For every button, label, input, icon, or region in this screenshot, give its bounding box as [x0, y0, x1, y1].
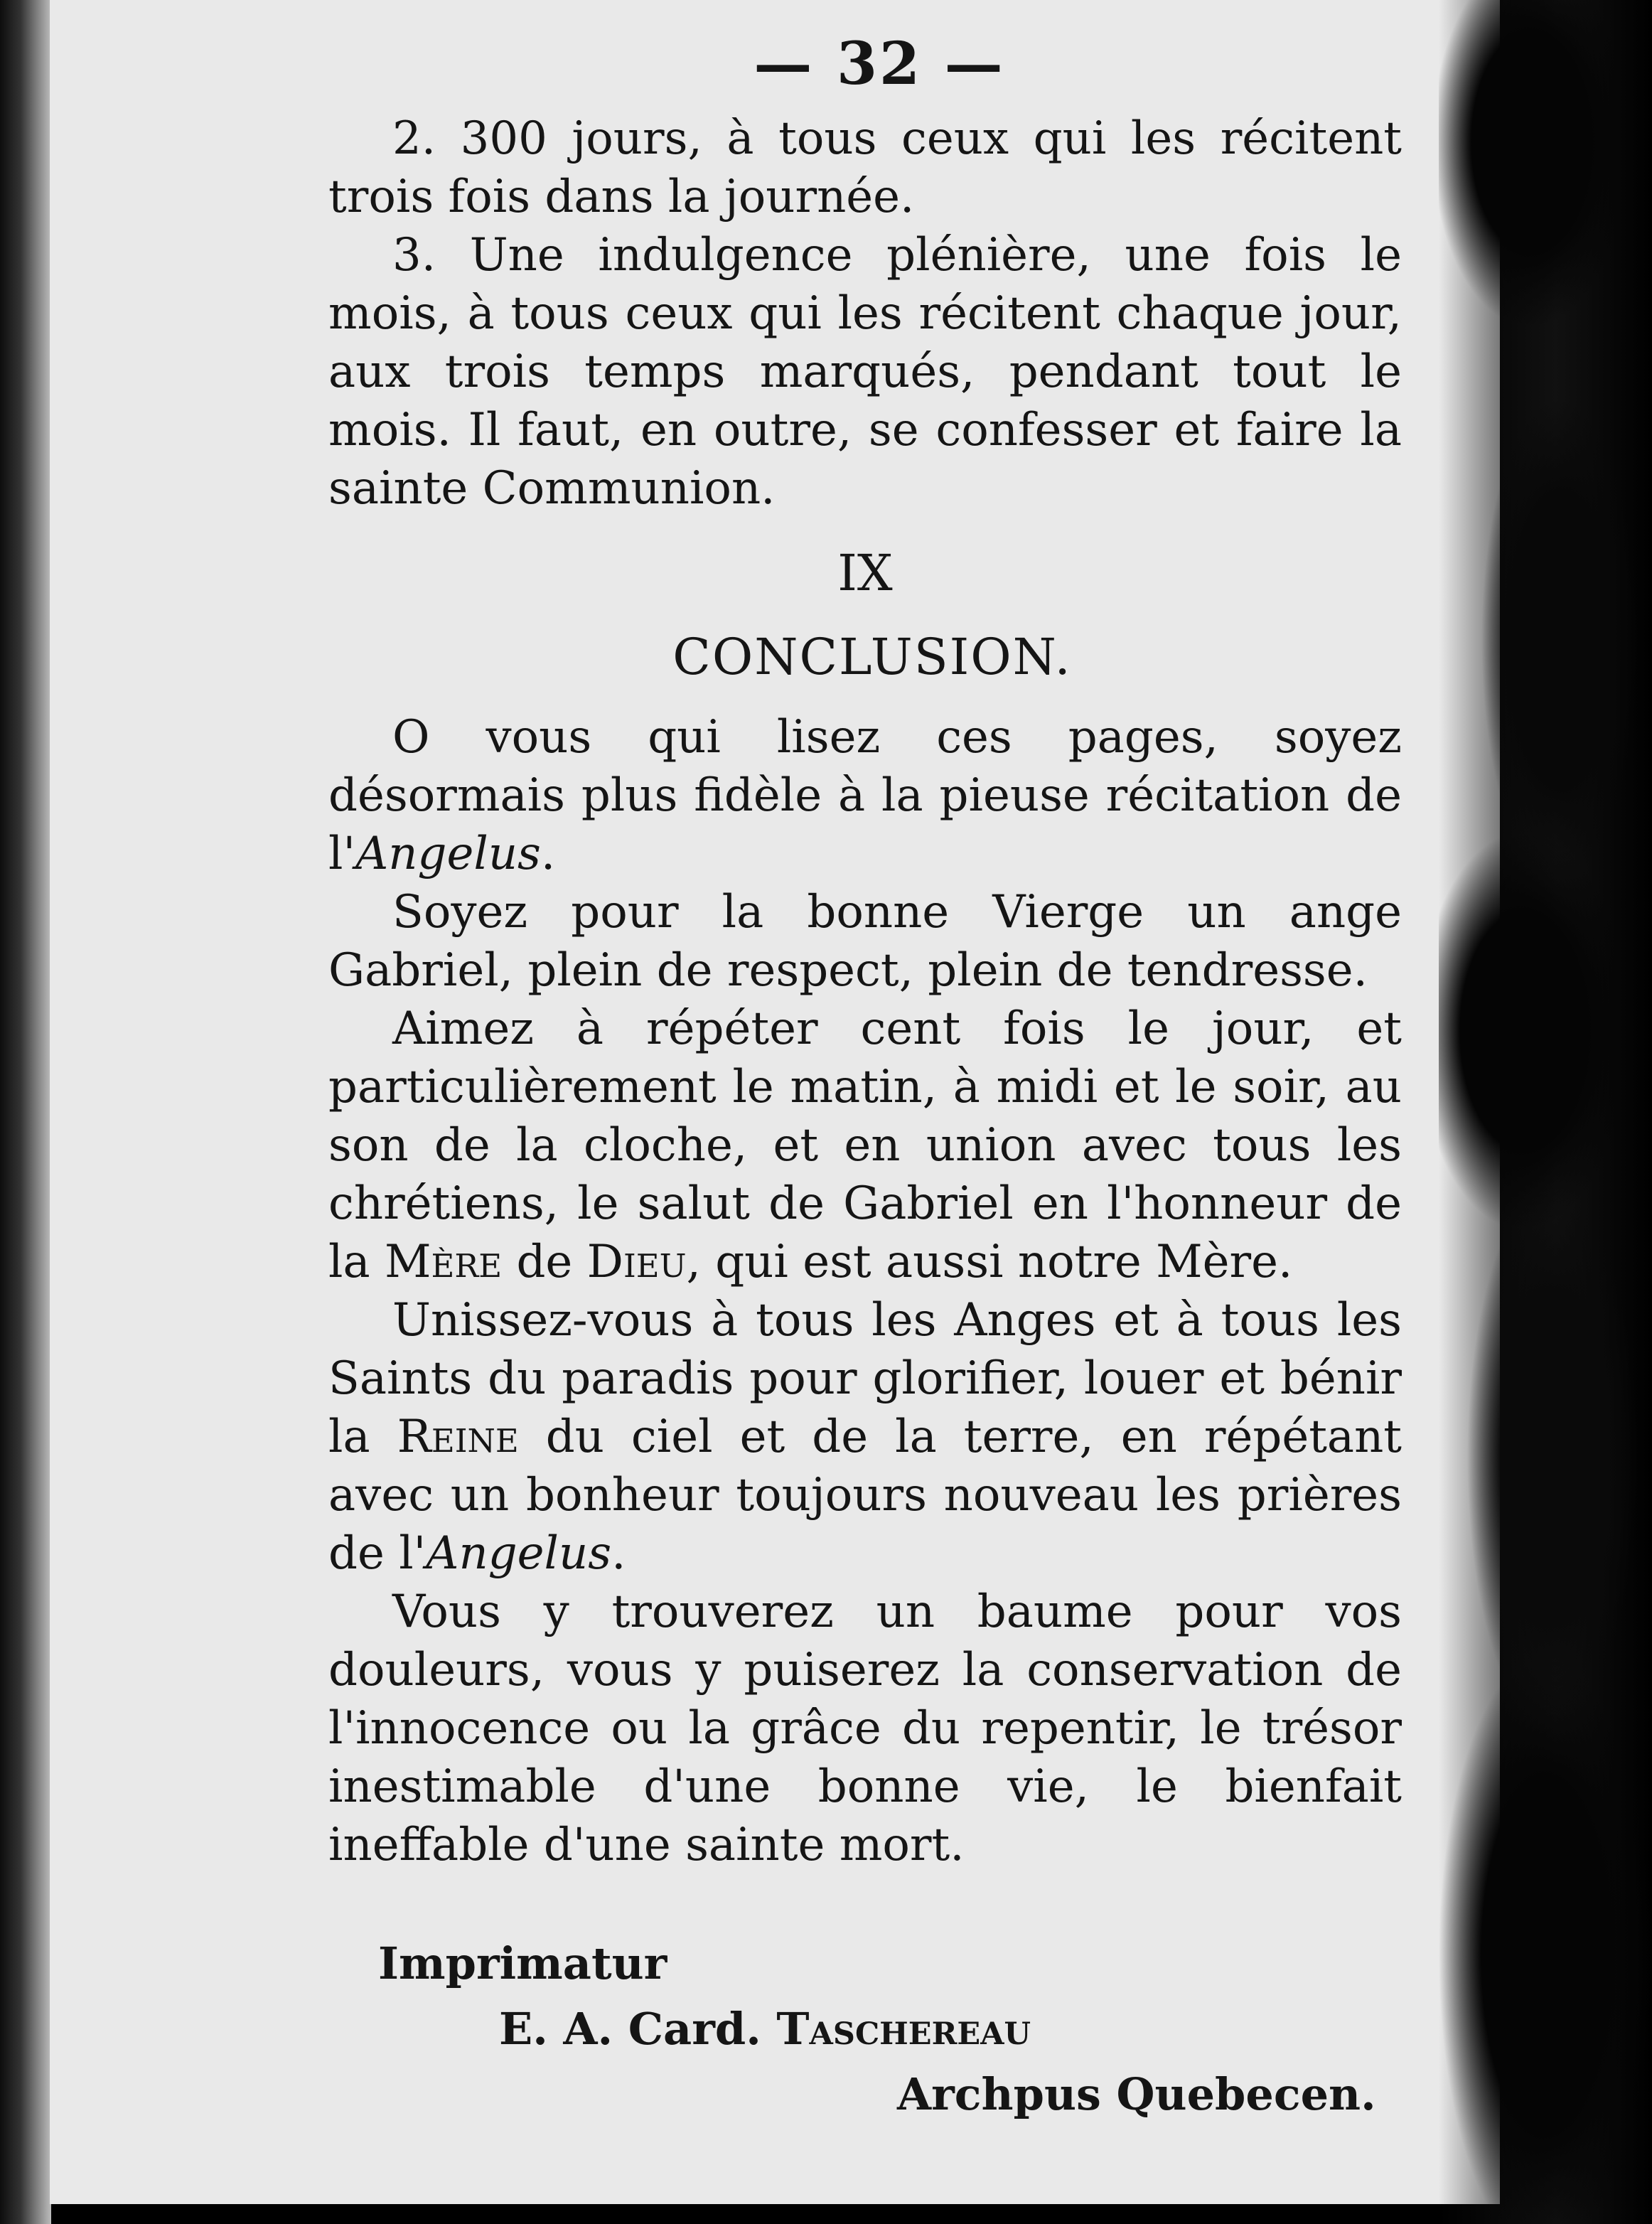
section-number: IX	[837, 544, 893, 602]
imprimatur-block	[328, 1931, 1402, 2127]
page-number: — 32 —	[753, 30, 1005, 98]
paragraph-2: Soyez pour la bonne Vierge un ange Gabriel, plein de respect, plein de tendresse.	[328, 886, 1402, 997]
italic-word: Angelus	[355, 828, 541, 880]
paragraph-text: O vous qui lisez ces pages, soyez désormais plus fidèle à la pieuse récitation de l'	[328, 711, 1402, 880]
binding-edge	[0, 0, 51, 2224]
italic-word: Angelus	[426, 1527, 612, 1580]
signatory-prefix: E. A. Card.	[499, 2003, 777, 2055]
punctuation: .	[611, 1527, 626, 1580]
list-item: 3. Une indulgence plénière, une fois le mois, à tous ceux qui les récitent chaque jour, aux trois temps marqués, pendant tout le mois. Il faut, en outre, se confesser et faire la sainte Communion.	[328, 229, 1402, 515]
small-caps-word: Reine	[397, 1411, 519, 1463]
scan-shadow	[1439, 0, 1652, 2224]
signatory-title: Archpus Quebecen.	[897, 2068, 1376, 2120]
paragraph-text: Unissez-vous à tous les Anges et à tous les Saints du paradis pour glorifier, louer et bénir la	[328, 1294, 1402, 1463]
paragraph-text: de	[502, 1236, 587, 1288]
section-title: CONCLUSION.	[672, 628, 1072, 686]
paragraph-3	[328, 1000, 1402, 1291]
paragraph-4	[328, 1291, 1402, 1583]
imprimatur-label: Imprimatur	[378, 1937, 667, 1989]
paragraph-text: , qui est aussi notre Mère.	[686, 1236, 1293, 1288]
list-item: 2. 300 jours, à tous ceux qui les récitent trois fois dans la journée.	[328, 112, 1402, 223]
signatory-name	[499, 1996, 1402, 2062]
paragraph-text: Aimez à répéter cent fois le jour, et particulièrement le matin, à midi et le soir, au son de la cloche, et en union avec tous les chrétiens, le salut de Gabriel en l'honneur de la	[328, 1003, 1402, 1288]
page-text-block	[328, 28, 1402, 2127]
punctuation: .	[540, 828, 556, 880]
paragraph-1	[328, 708, 1402, 883]
paragraph-5: Vous y trouverez un baume pour vos douleurs, vous y puiserez la conservation de l'innocence ou la grâce du repentir, le trésor inestimable d'une bonne vie, le bienfait ineffable d'une sainte mort.	[328, 1586, 1402, 1871]
paragraph-text: du ciel et de la terre, en répétant avec un bonheur toujours nouveau les prières de l'	[328, 1411, 1402, 1580]
signatory-surname: Taschereau	[776, 2003, 1031, 2055]
small-caps-word: Dieu	[586, 1236, 687, 1288]
small-caps-word: Mère	[384, 1236, 503, 1288]
